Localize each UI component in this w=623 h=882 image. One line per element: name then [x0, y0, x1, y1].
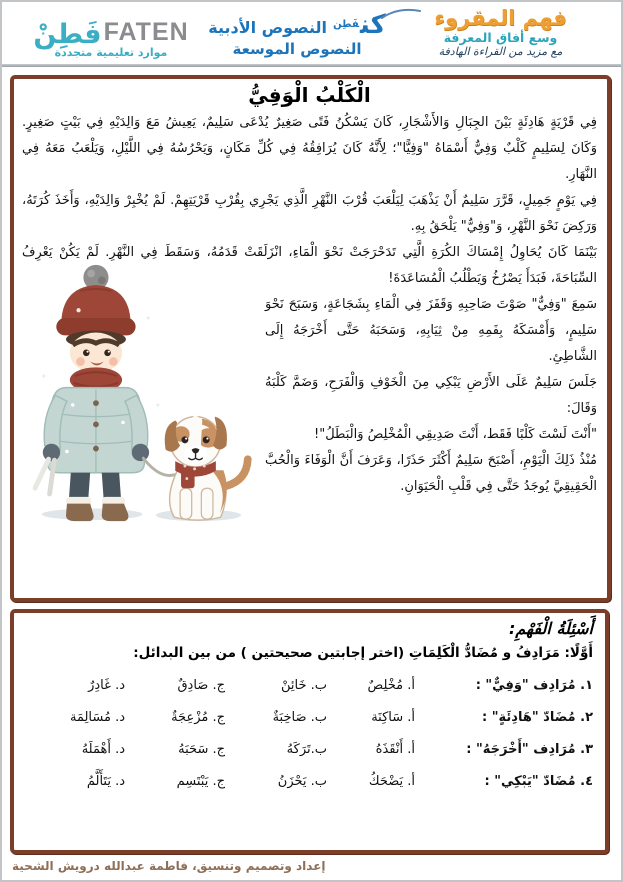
story-box	[10, 75, 611, 602]
fahm-almaqroo-logo	[388, 6, 613, 60]
fahm-subtitle: وسع أفاق المعرفة	[443, 29, 558, 45]
faten-tagline: موارد تعليمية متجددة	[54, 46, 168, 59]
page-footer	[12, 859, 326, 873]
credit-text: إعداد وتصميم وتنسيق، فاطمة عبدالله درويش الشحية	[12, 859, 326, 873]
story-paragraph: فِي يَوْمٍ جَمِيلٍ، قَرَّرَ سَلِيمٌ أَنْ يَذْهَبَ لِيَلْعَبَ قُرْبَ النَّهْرِ الَّذِي يَجْرِي بِقُرْبِ قَرْيَتِهِمْ. لَمْ يُخْبِرْ وَالِدَيْهِ، وَأَخَذَ كُرَتَهُ، وَرَكِضَ نَحْوَ النَّهْرِ، وَ"وَفِيٌّ" يَلْحَقُ بِهِ.	[22, 193, 597, 234]
question-option-b: ب. خَائِنْ	[280, 678, 327, 693]
story-paragraph: سَمِعَ "وَفِيٌّ" صَوْتَ صَاحِبِهِ وَقَفَزَ فِي الْمَاءِ بِشَجَاعَةٍ، وَسَبَحَ نَحْوَ سَلِيمٍ، وَأَمْسَكَهُ بِفَمِهِ مِنْ ثِيَابِهِ، وَسَحَبَهُ حَتَّى أَخْرَجَهُ إِلَى الشَّاطِئِ.	[265, 297, 597, 364]
question-option-a: أ. مُخْلِصٌ	[367, 678, 415, 693]
question-option-c: ج. سَحَبَهُ	[178, 742, 225, 757]
question-row	[26, 774, 593, 789]
faten-logo	[16, 18, 206, 60]
faten-arabic-mark: فَطِنْ	[33, 19, 102, 50]
questions-box	[10, 609, 609, 854]
question-option-d: د. أَهْمَلَهُ	[81, 742, 125, 757]
kon-word: كن	[360, 10, 386, 40]
story-paragraph: مُنْذُ ذَلِكَ الْيَوْمِ، أَصْبَحَ سَلِيمٌ أَكْثَرَ حَذَرًا، وَعَرَفَ أَنَّ الْوَفَاءَ وَالْحُبَّ الْحَقِيقِيَّ يُوجَدُ حَتَّى فِي قَلْبِ الْحَيَوَانِ.	[265, 453, 597, 494]
question-option-c: ج. مُزْعِجَةٌ	[171, 710, 225, 725]
question-option-c: ج. يَبْتَسِم	[176, 774, 225, 789]
question-option-b: ب. يَحْزَنُ	[277, 774, 327, 789]
boy-and-dog-illustration	[22, 260, 255, 523]
question-option-d: د. يَتَأَلَّمُ	[86, 774, 125, 789]
question-option-d: د. غَادِرٌ	[88, 678, 125, 693]
question-option-b: ب. صَاخِبَةٌ	[272, 710, 327, 725]
question-option-a: أ. أَنْقَذَهُ	[375, 742, 415, 757]
faten-small-word: فَطِن	[333, 18, 360, 30]
series-subtitle: النصوص الموسعة	[232, 40, 362, 58]
page-header	[2, 2, 621, 62]
faten-wordmark: FATEN	[103, 18, 189, 46]
kon-faten-logo	[206, 10, 388, 60]
question-option-a: أ. يَضْحَكُ	[368, 774, 415, 789]
question-row	[26, 678, 593, 693]
story-paragraph: "أَنْتَ لَسْتَ كَلْبًا فَقَط، أَنْتَ صَدِيقِي الْمُخْلِصُ وَالْبَطَلُ"!	[314, 427, 597, 442]
question-label: ٢. مُضَادّ "هَادِئَةٍ" :	[482, 710, 593, 725]
story-paragraph: جَلَسَ سَلِيمٌ عَلَى الأَرْضِ يَبْكِي مِنَ الْخَوْفِ وَالْفَرَحِ، وَضَمَّ كَلْبَهُ وَقَالَ:	[265, 375, 597, 416]
question-option-d: د. مُسَالِمَة	[69, 710, 125, 725]
questions-instruction: أَوَّلًا: مَرَادِفُ و مُضَادُّ الْكَلِمَاتِ (اختر إجابتين صحيحتين ) من بين البدائل:	[133, 645, 593, 661]
question-option-c: ج. صَادِقٌ	[177, 678, 225, 693]
question-row	[26, 742, 593, 757]
question-label: ١. مُرَادِف "وَفِيٌّ" :	[475, 678, 593, 693]
question-label: ٤. مُضَادّ "يَبْكِي" :	[484, 774, 593, 789]
swoosh-icon	[380, 5, 422, 21]
question-label: ٣. مُرَادِف "أَخْرَجَهُ" :	[466, 742, 593, 757]
story-paragraph: فِي قَرْيَةٍ هَادِئَةٍ بَيْنَ الجِبَالِ وَالأَشْجَارِ، كَانَ يَسْكُنُ فَتًى صَغِيرٌ يُدْعَى سَلِيمٌ، يَعِيشُ مَعَ وَالِدَيْهِ فِي بَيْتٍ صَغِيرٍ. وَكَانَ لِسَلِيمٍ كَلْبٌ وَفِيٌّ أَسْمَاهُ "وَفِيًّا"؛ لِأَنَّهُ كَانَ يُرَافِقُهُ فِي كُلِّ مَكَانٍ، وَيَحْرُسُهُ فِي اللَّيْلِ، وَيَلْعَبُ مَعَهُ فِي النَّهَارِ.	[22, 115, 597, 182]
question-option-a: أ. سَاكِنَة	[371, 710, 415, 725]
story-title: الْكَلْبُ الْوَفِيُّ	[248, 83, 371, 107]
question-option-b: ب.تَرَكَهُ	[286, 742, 327, 757]
story-paragraph: بَيْنَمَا كَانَ يُحَاوِلُ إِمْسَاكَ الكُرَةِ الَّتِي تَدَحْرَجَتْ نَحْوَ الْمَاءِ، انْزَلَقَتْ قَدَمُهُ، وَسَقَطَ فِي النَّهْرِ. لَمْ يَكُنْ يَعْرِفُ السِّبَاحَةَ، فَبَدَأَ يَصْرُخُ وَيَطْلُبُ الْمُسَاعَدَةَ!	[22, 245, 597, 286]
series-title: النصوص الأدبية	[208, 18, 327, 37]
question-row	[26, 710, 593, 725]
header-divider	[2, 64, 621, 67]
story-text	[22, 110, 597, 500]
questions-section-title: أَسْئِلَةُ الْفَهْمِ:	[509, 619, 593, 638]
fahm-title: فهم المقروء	[434, 5, 567, 30]
fahm-tagline: مع مزيد من القراءة الهادفة	[438, 44, 563, 58]
